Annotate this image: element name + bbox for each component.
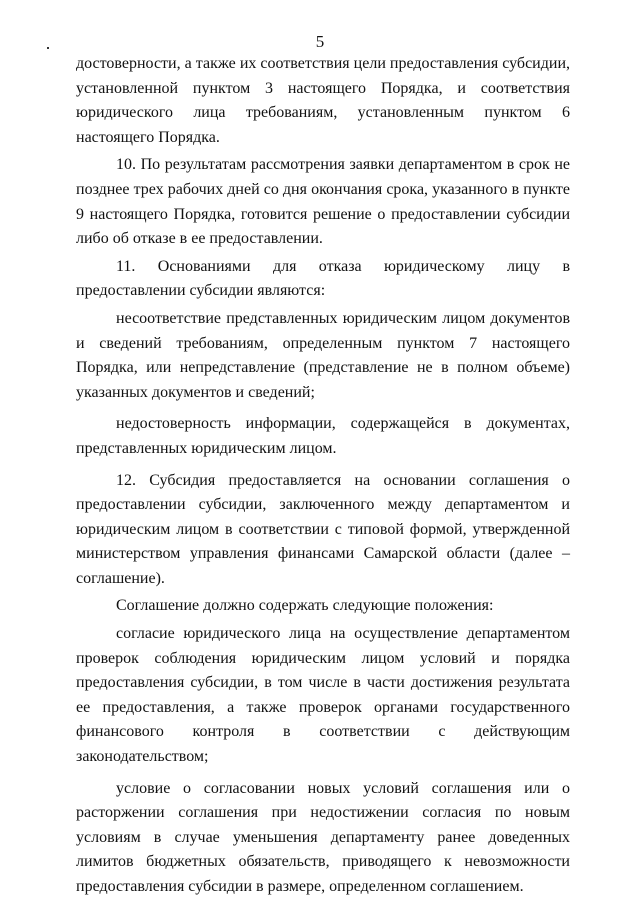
paragraph-agreement-condition: условие о согласовании новых условий соглашения или о расторжении соглашения при недостижении согласия по новым условиям в случае уменьшения департаменту ранее доведенных лимитов бюджетных обязательств, приводящего к невозможности предоставления субсидии в размере, определенном соглашением.: [76, 779, 570, 895]
document-body: [76, 52, 570, 900]
page-number: 5: [315, 32, 325, 51]
margin-mark: [47, 47, 49, 49]
paragraph-ground-unreliability: недостоверность информации, содержащейся в документах, представленных юридическим лицом.: [76, 415, 570, 457]
paragraph-item-12: 12. Субсидия предоставляется на основании соглашения о предоставлении субсидии, заключенного между департаментом и юридическим лицом в соответствии с типовой формой, утвержденной министерством управления финансами Самарской области (далее – соглашение).: [76, 471, 570, 587]
paragraph-agreement-intro: Соглашение должно содержать следующие положения:: [116, 597, 494, 615]
paragraph-ground-nonconformity: несоответствие представленных юридическим лицом документов и сведений требованиям, определенным пунктом 7 настоящего Порядка, или непредставление (представление не в полном объеме) указанных документов и сведений;: [76, 309, 570, 401]
paragraph-continuation: достоверности, а также их соответствия цели предоставления субсидии, установленной пунктом 3 настоящего Порядка, и соответствия юридического лица требованиям, установленным пунктом 6 настоящего Порядка.: [76, 55, 570, 146]
paragraph-item-10: 10. По результатам рассмотрения заявки департаментом в срок не позднее трех рабочих дней со дня окончания срока, указанного в пункте 9 настоящего Порядка, готовится решение о предоставлении субсидии либо об отказе в ее предоставлении.: [76, 156, 570, 248]
paragraph-agreement-consent: согласие юридического лица на осуществление департаментом проверок соблюдения юридическим лицом условий и порядка предоставления субсидии, в том числе в части достижения результата ее предоставления, а также проверок органами государственного финансового контроля в соответствии с действующим законодательством;: [76, 625, 570, 766]
paragraph-item-11: 11. Основаниями для отказа юридическому лицу в предоставлении субсидии являются:: [76, 257, 570, 300]
